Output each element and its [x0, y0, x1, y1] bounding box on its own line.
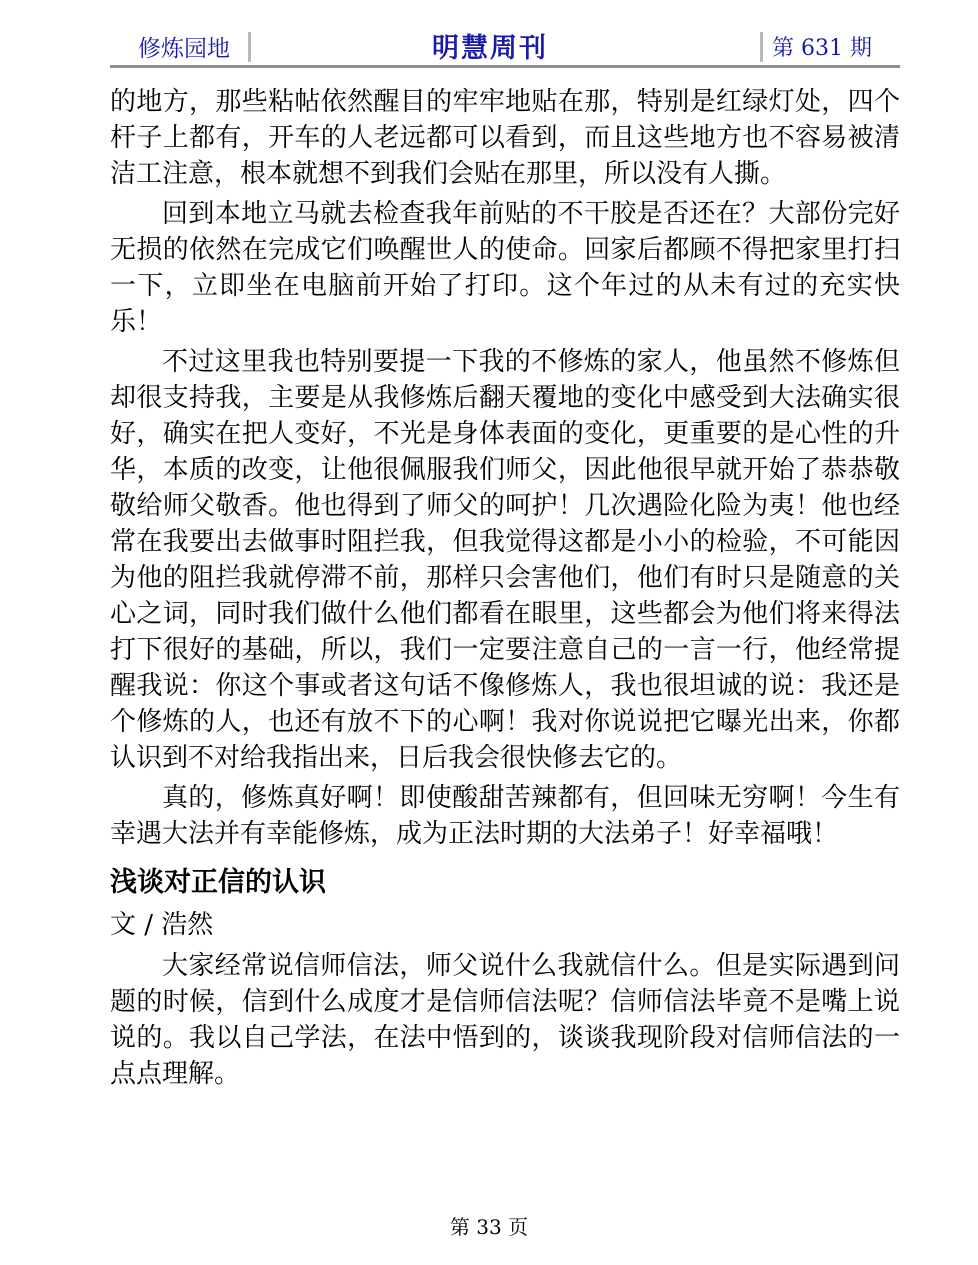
- page-content: [110, 84, 900, 1096]
- paragraph-continued: 的地方，那些粘帖依然醒目的牢牢地贴在那，特别是红绿灯处，四个杆子上都有，开车的人老远都可以看到，而且这些地方也不容易被清洁工注意，根本就想不到我们会贴在那里，所以没有人撕。: [110, 87, 900, 189]
- paragraph: 大家经常说信师信法，师父说什么我就信什么。但是实际遇到问题的时候，信到什么成度才是信师信法呢？信师信法毕竟不是嘴上说说的。我以自己学法，在法中悟到的，谈谈我现阶段对信师信法的一点点理解。: [110, 951, 900, 1089]
- section-name: 修炼园地: [138, 36, 230, 62]
- paragraph: 回到本地立马就去检查我年前贴的不干胶是否还在？大部份完好无损的依然在完成它们唤醒世人的使命。回家后都顾不得把家里打扫一下，立即坐在电脑前开始了打印。这个年过的从未有过的充实快乐！: [110, 199, 900, 337]
- page-number: 第 33 页: [449, 1215, 529, 1239]
- paragraph: 真的，修炼真好啊！即使酸甜苦辣都有，但回味无穷啊！今生有幸遇大法并有幸能修炼，成为正法时期的大法弟子！好幸福哦！: [110, 783, 900, 849]
- issue-number: 第 631 期: [772, 36, 872, 61]
- header-divider: [760, 32, 763, 62]
- header-divider: [248, 32, 251, 62]
- paragraph: 不过这里我也特别要提一下我的不修炼的家人，他虽然不修炼但却很支持我，主要是从我修炼后翻天覆地的变化中感受到大法确实很好，确实在把人变好，不光是身体表面的变化，更重要的是心性的升华，本质的改变，让他很佩服我们师父，因此他很早就开始了恭恭敬敬给师父敬香。他也得到了师父的呵护！几次遇险化险为夷！他也经常在我要出去做事时阻拦我，但我觉得这都是小小的检验，不可能因为他的阻拦我就停滞不前，那样只会害他们，他们有时只是随意的关心之词，同时我们做什么他们都看在眼里，这些都会为他们将来得法打下很好的基础，所以，我们一定要注意自己的一言一行，他经常提醒我说：你这个事或者这句话不像修炼人，我也很坦诚的说：我还是个修炼的人，也还有放不下的心啊！我对你说说把它曝光出来，你都认识到不对给我指出来，日后我会很快修去它的。: [110, 347, 900, 773]
- page-header: [110, 26, 900, 66]
- publication-title: 明慧周刊: [432, 33, 548, 64]
- article-byline: 文 / 浩然: [110, 910, 214, 940]
- article-title: 浅谈对正信的认识: [110, 867, 326, 898]
- header-rule: [110, 65, 900, 68]
